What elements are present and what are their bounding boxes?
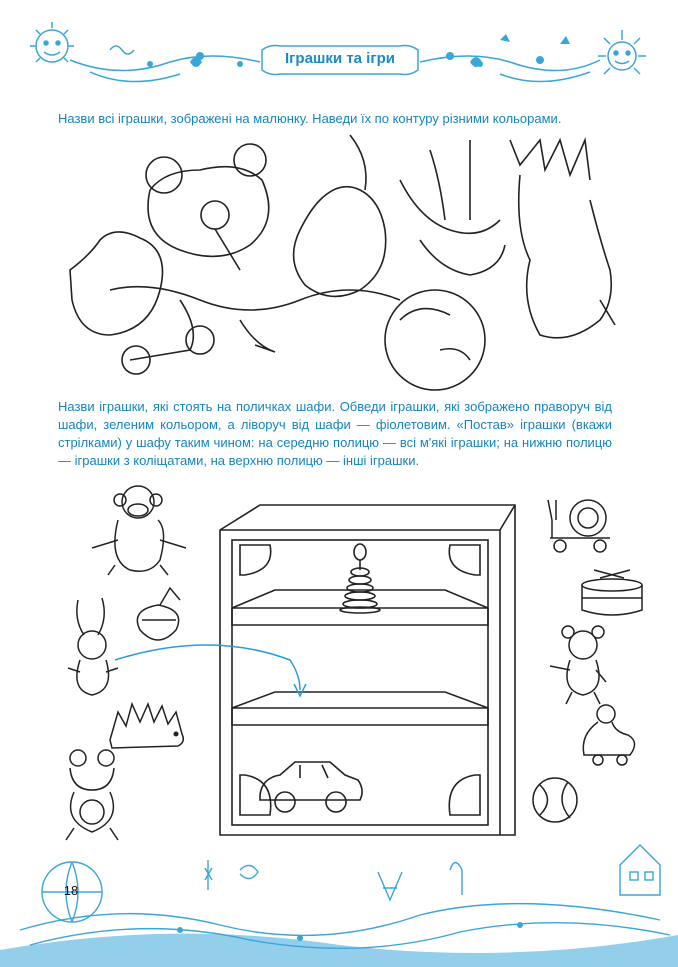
bear-ear-left	[146, 157, 182, 193]
rabbit-toy	[68, 598, 118, 695]
frog-toy	[66, 750, 118, 840]
page-number: 18	[63, 883, 79, 898]
task-2-instruction: Назви іграшки, які стоять на поличках шафи. Обведи іграшки, які зображено праворуч від шафи, зеленим кольором, а ліворуч від шафи — фіолетовим. «Постав» іграшки (вкажи стрілками) у шафу таким чином: на середню полицю — всі м'які іграшки; на нижню полицю — іграшки з коліщатами, на верхню полицю — інші іграшки.	[58, 399, 612, 468]
toy-ball-small	[201, 201, 229, 229]
teddy-bear-toy	[550, 626, 606, 704]
cabinet-frame	[220, 505, 515, 835]
toy-ball-bottom	[122, 346, 150, 374]
page-title: Іграшки та ігри	[285, 50, 395, 67]
spinning-top-toy	[137, 588, 180, 640]
task-1-instruction: Назви всі іграшки, зображені на малюнку. Наведи їх по контуру різними кольорами.	[58, 111, 562, 126]
duck-outline	[70, 232, 163, 335]
toy-ball-big	[385, 290, 485, 390]
pyramid-toy	[340, 544, 380, 613]
ball-toy	[533, 778, 577, 822]
example-arrow	[115, 645, 300, 690]
shelf-top	[232, 590, 488, 608]
hedgehog-toy	[110, 704, 183, 748]
rabbit-outline	[430, 140, 470, 220]
drum-toy	[582, 570, 642, 615]
snail-toy	[548, 500, 610, 552]
car-toy	[260, 762, 362, 812]
duck-on-wheels-toy	[583, 705, 634, 765]
shelf-middle	[232, 692, 488, 708]
monkey-toy	[92, 486, 186, 575]
